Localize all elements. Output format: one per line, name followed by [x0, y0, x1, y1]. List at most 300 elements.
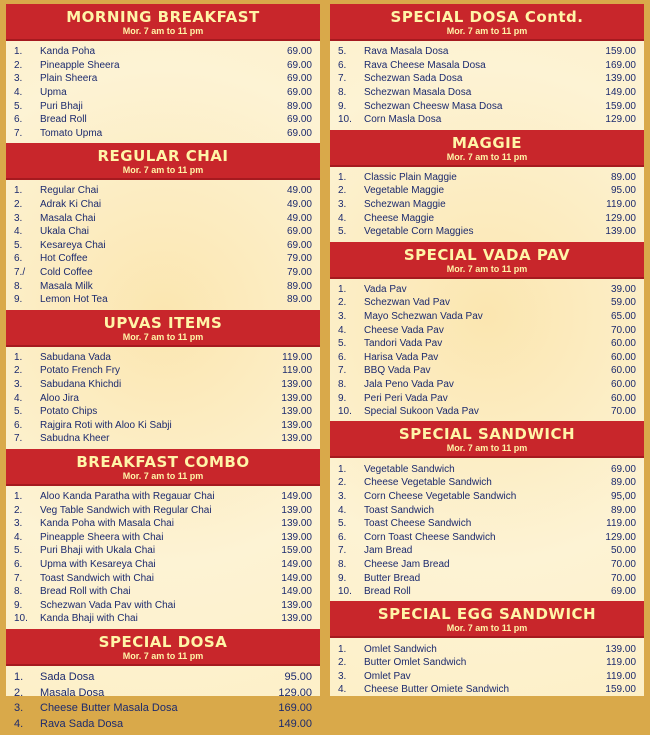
item-name: Tandori Vada Pav: [364, 338, 443, 350]
menu-item: [338, 517, 636, 531]
menu-item: [14, 503, 312, 517]
section-header: [330, 242, 644, 279]
item-name: BBQ Vada Pav: [364, 365, 431, 377]
item-name: Toast Sandwich: [364, 504, 435, 516]
item-price: 169.00: [278, 702, 312, 715]
section-title: MORNING BREAKFAST: [66, 8, 260, 26]
item-price: 149.00: [281, 490, 312, 502]
menu-item: [338, 184, 636, 198]
item-number: 1.: [14, 185, 23, 197]
menu-item: [14, 530, 312, 544]
section-hours: Mor. 7 am to 11 pm: [122, 165, 204, 176]
item-number: 3.: [338, 670, 347, 682]
item-price: 69.00: [610, 586, 636, 598]
item-price: 139.00: [281, 518, 312, 530]
item-number: 7.: [14, 572, 23, 584]
item-price: 119.00: [606, 199, 636, 211]
menu-item: [14, 45, 312, 59]
item-number: 6.: [14, 253, 23, 265]
item-name: Vegetable Sandwich: [364, 463, 455, 475]
item-number: 2.: [338, 477, 347, 489]
item-number: 3.: [14, 378, 23, 390]
section-title: REGULAR CHAI: [97, 147, 229, 166]
menu-section-special-sandwich: [330, 421, 644, 601]
item-name: Rava Sada Dosa: [40, 717, 124, 730]
item-number: 10.: [338, 586, 352, 598]
item-number: 8.: [14, 280, 23, 292]
item-price: 89.00: [286, 100, 312, 112]
item-price: 139.00: [281, 504, 312, 516]
menu-item: [338, 378, 636, 392]
item-number: 10.: [338, 406, 352, 418]
menu-item: [14, 391, 312, 405]
item-price: 60.00: [610, 351, 636, 363]
item-name: Regular Chai: [40, 185, 99, 197]
item-number: 6.: [14, 114, 23, 126]
section-title: SPECIAL DOSA: [98, 632, 228, 651]
item-name: Kanda Poha: [40, 46, 96, 58]
item-number: 9.: [338, 572, 347, 584]
item-name: Special Sukoon Vada Pav: [364, 406, 479, 418]
item-price: 129.00: [605, 531, 636, 543]
item-price: 149.00: [281, 586, 312, 598]
item-number: 5.: [338, 338, 347, 350]
item-number: 7.: [14, 433, 23, 445]
item-price: 129.00: [278, 686, 312, 699]
menu-item: [338, 530, 636, 544]
section-header: [6, 449, 320, 486]
item-price: 139.00: [605, 226, 636, 238]
item-name: Cheese Vada Pav: [364, 324, 444, 336]
item-number: 1.: [14, 351, 23, 363]
menu-item: [338, 99, 636, 113]
item-name: Masala Chai: [40, 212, 96, 224]
item-name: Schezwan Cheesw Masa Dosa: [364, 100, 503, 112]
section-hours: Mor. 7 am to 11 pm: [446, 26, 528, 36]
item-price: 79.00: [286, 267, 312, 279]
menu-item: [14, 517, 312, 531]
menu-item: [338, 503, 636, 517]
item-number: 5.: [14, 545, 23, 557]
item-number: 5.: [14, 239, 23, 251]
menu-item: [14, 239, 312, 253]
menu-item-list: [6, 41, 320, 143]
item-number: 1.: [14, 490, 23, 502]
menu-item: [338, 544, 636, 558]
menu-item: [14, 405, 312, 419]
menu-item: [338, 391, 636, 405]
menu-item: [338, 476, 636, 490]
item-price: 69.00: [286, 59, 312, 71]
item-name: Ukala Chai: [40, 226, 89, 238]
item-number: 4.: [338, 324, 347, 336]
item-name: Cheese Butter Omiete Sandwich: [364, 684, 510, 696]
item-name: Sabudana Vada: [40, 351, 111, 363]
menu-item: [14, 293, 312, 307]
item-name: Jala Peno Vada Pav: [364, 378, 454, 390]
item-name: Mayo Schezwan Vada Pav: [364, 311, 483, 323]
item-number: 9.: [14, 599, 23, 611]
item-number: 6.: [338, 59, 347, 71]
item-name: Hot Coffee: [40, 253, 88, 265]
item-name: Aloo Kanda Paratha with Regauar Chai: [40, 490, 215, 502]
item-number: 4.: [14, 87, 23, 99]
item-number: 3.: [14, 702, 24, 715]
item-price: 139.00: [281, 378, 312, 390]
menu-section-special-vada-pav: [330, 242, 644, 422]
left-column: [6, 4, 320, 730]
item-number: 6.: [14, 558, 23, 570]
item-name: Masala Milk: [40, 280, 93, 292]
item-price: 119.00: [282, 365, 312, 377]
item-price: 69.00: [286, 114, 312, 126]
item-name: Upma with Kesareya Chai: [40, 558, 156, 570]
item-price: 95.00: [610, 185, 636, 197]
item-price: 129.00: [605, 212, 636, 224]
menu-item: [338, 211, 636, 225]
menu-section-upvas-items: [6, 310, 320, 449]
item-price: 119.00: [606, 670, 636, 682]
section-hours: Mor. 7 am to 11 pm: [446, 263, 528, 274]
menu-item: [14, 418, 312, 432]
menu-item: [14, 113, 312, 127]
item-number: 3.: [338, 199, 347, 211]
item-price: 139.00: [281, 531, 312, 543]
item-name: Peri Peri Vada Pav: [364, 392, 448, 404]
item-name: Kesareya Chai: [40, 239, 106, 251]
item-price: 139.00: [281, 392, 312, 404]
menu-item: [14, 571, 312, 585]
menu-item: [338, 113, 636, 127]
item-number: 2.: [338, 297, 347, 309]
item-price: 159.00: [281, 545, 312, 557]
item-number: 5.: [338, 226, 347, 238]
item-name: Masala Dosa: [40, 686, 105, 699]
menu-item: [338, 683, 636, 697]
menu-item: [14, 351, 312, 365]
item-name: Vada Pav: [364, 283, 407, 295]
item-number: 9.: [338, 392, 347, 404]
item-name: Toast Sandwich with Chai: [40, 572, 154, 584]
item-name: Cheese Maggie: [364, 212, 435, 224]
item-name: Plain Sheera: [40, 73, 98, 85]
menu-item: [14, 266, 312, 280]
item-number: 1.: [338, 643, 347, 655]
item-number: 5.: [338, 518, 347, 530]
menu-item: [338, 198, 636, 212]
item-name: Adrak Ki Chai: [40, 199, 102, 211]
menu-item-list: [330, 41, 644, 130]
section-header: [330, 4, 644, 41]
item-name: Cheese Vegetable Sandwich: [364, 477, 492, 489]
item-name: Vegetable Maggie: [364, 185, 445, 197]
menu-item: [14, 558, 312, 572]
item-number: 6.: [338, 531, 347, 543]
menu-item: [338, 558, 636, 572]
menu-item-list: [330, 458, 644, 601]
section-header: [330, 421, 644, 458]
item-price: 159.00: [605, 100, 636, 112]
item-number: 7.: [338, 365, 347, 377]
menu-item: [338, 364, 636, 378]
menu-item: [14, 99, 312, 113]
item-name: Schezwan Maggie: [364, 199, 446, 211]
item-number: 8.: [338, 378, 347, 390]
item-number: 5.: [338, 46, 347, 58]
item-price: 149.00: [278, 717, 312, 730]
item-price: 95.00: [284, 671, 312, 684]
item-name: Tomato Upma: [40, 127, 103, 139]
right-column: [330, 4, 644, 696]
section-title: SPECIAL VADA PAV: [403, 245, 571, 264]
item-name: Puri Bhaji: [40, 100, 83, 112]
section-title: SPECIAL SANDWICH: [398, 425, 576, 444]
item-price: 139.00: [281, 613, 312, 625]
item-price: 149.00: [605, 87, 636, 99]
item-name: Classic Plain Maggie: [364, 171, 457, 183]
menu-item: [14, 432, 312, 446]
item-number: 8.: [338, 87, 347, 99]
item-price: 149.00: [281, 558, 312, 570]
item-name: Bread Roll: [40, 114, 87, 126]
item-name: Rava Cheese Masala Dosa: [364, 59, 486, 71]
item-price: 60.00: [610, 392, 636, 404]
item-number: 3.: [14, 212, 23, 224]
item-name: Kanda Bhaji with Chai: [40, 613, 138, 625]
item-price: 39.00: [610, 283, 636, 295]
item-price: 89.00: [610, 477, 636, 489]
item-name: Jam Bread: [364, 545, 413, 557]
item-number: 2.: [338, 657, 347, 669]
item-price: 69.00: [286, 226, 312, 238]
section-title: BREAKFAST COMBO: [76, 452, 250, 471]
menu-section-special-dosa-contd: [330, 4, 644, 130]
menu-section-breakfast-combo: [6, 449, 320, 629]
menu-section-special-egg-sandwich: [330, 601, 644, 699]
item-name: Bread Roll: [364, 586, 411, 598]
menu-item: [14, 598, 312, 612]
item-name: Omlet Pav: [364, 670, 411, 682]
item-number: 3.: [338, 311, 347, 323]
menu-item: [338, 72, 636, 86]
item-name: Rava Masala Dosa: [364, 46, 449, 58]
item-number: 2.: [14, 59, 23, 71]
item-name: Potato Chips: [40, 406, 98, 418]
menu-item-list: [6, 486, 320, 629]
section-hours: Mor. 7 am to 11 pm: [446, 443, 528, 454]
menu-item: [14, 544, 312, 558]
menu-section-special-dosa: [6, 629, 320, 735]
menu-item: [338, 585, 636, 599]
item-name: Cold Coffee: [40, 267, 93, 279]
item-name: Toast Cheese Sandwich: [364, 518, 472, 530]
item-number: 9.: [14, 294, 23, 306]
menu-item: [338, 337, 636, 351]
menu-item: [338, 462, 636, 476]
item-price: 69.00: [286, 127, 312, 139]
item-price: 69.00: [286, 73, 312, 85]
item-name: Omlet Sandwich: [364, 643, 437, 655]
menu-item: [338, 86, 636, 100]
item-price: 69.00: [286, 46, 312, 58]
item-price: 95,00: [610, 490, 636, 502]
menu-item: [14, 585, 312, 599]
menu-item: [338, 351, 636, 365]
item-price: 69.00: [286, 87, 312, 99]
item-name: Corn Masla Dosa: [364, 114, 442, 126]
section-hours: Mor. 7 am to 11 pm: [446, 623, 528, 634]
item-name: Cheese Jam Bread: [364, 558, 450, 570]
item-number: 2.: [14, 504, 23, 516]
item-name: Pineapple Sheera with Chai: [40, 531, 164, 543]
menu-item: [338, 310, 636, 324]
menu-item-list: [330, 638, 644, 699]
menu-item: [14, 612, 312, 626]
item-price: 59.00: [610, 297, 636, 309]
section-hours: Mor. 7 am to 11 pm: [122, 650, 204, 661]
menu-section-morning-breakfast: [6, 4, 320, 143]
item-price: 60.00: [610, 365, 636, 377]
item-name: Schezwan Vada Pav with Chai: [40, 599, 176, 611]
item-number: 9.: [338, 100, 347, 112]
item-number: 6.: [14, 419, 23, 431]
item-number: 3.: [14, 518, 23, 530]
item-name: Sabudna Kheer: [40, 433, 110, 445]
item-price: 70.00: [610, 324, 636, 336]
item-price: 60.00: [610, 338, 636, 350]
section-hours: Mor. 7 am to 11 pm: [122, 26, 204, 36]
menu-item: [338, 571, 636, 585]
item-price: 69.00: [610, 463, 636, 475]
item-price: 139.00: [281, 406, 312, 418]
menu-section-regular-chai: [6, 143, 320, 309]
item-price: 49.00: [286, 212, 312, 224]
item-price: 65.00: [610, 311, 636, 323]
section-header: [6, 310, 320, 347]
item-name: Puri Bhaji with Ukala Chai: [40, 545, 156, 557]
menu-item: [338, 656, 636, 670]
item-name: Butter Bread: [364, 572, 421, 584]
item-price: 119.00: [282, 351, 312, 363]
menu-item: [14, 701, 312, 717]
menu-item-list: [6, 666, 320, 735]
item-number: 4.: [14, 531, 23, 543]
item-price: 70.00: [610, 572, 636, 584]
item-number: 5.: [14, 406, 23, 418]
item-price: 139.00: [281, 419, 312, 431]
item-number: 4.: [338, 684, 347, 696]
item-number: 1.: [338, 463, 347, 475]
item-name: Cheese Butter Masala Dosa: [40, 702, 178, 715]
menu-item: [14, 184, 312, 198]
section-title: UPVAS ITEMS: [103, 313, 223, 332]
item-price: 149.00: [281, 572, 312, 584]
item-number: 1.: [338, 283, 347, 295]
section-hours: Mor. 7 am to 11 pm: [122, 331, 204, 342]
item-number: 7./: [14, 267, 26, 279]
menu-item: [338, 490, 636, 504]
item-name: Sabudana Khichdi: [40, 378, 122, 390]
item-number: 7.: [338, 545, 347, 557]
menu-item-list: [6, 180, 320, 309]
item-number: 1.: [14, 46, 23, 58]
menu-item: [14, 225, 312, 239]
menu-item: [338, 171, 636, 185]
item-number: 2.: [14, 686, 24, 699]
menu-item: [14, 252, 312, 266]
section-title: SPECIAL EGG SANDWICH: [377, 605, 597, 624]
item-number: 8.: [14, 586, 23, 598]
item-number: 6.: [338, 351, 347, 363]
section-hours: Mor. 7 am to 11 pm: [446, 151, 528, 162]
item-name: Aloo Jira: [40, 392, 79, 404]
item-name: Kanda Poha with Masala Chai: [40, 518, 174, 530]
item-price: 89.00: [286, 294, 312, 306]
menu-item-list: [6, 347, 320, 449]
item-number: 2.: [14, 365, 23, 377]
menu-item: [14, 670, 312, 686]
item-name: Rajgira Roti with Aloo Ki Sabji: [40, 419, 172, 431]
item-price: 139.00: [281, 599, 312, 611]
item-name: Schezwan Masala Dosa: [364, 87, 472, 99]
section-header: [330, 601, 644, 638]
menu-section-maggie: [330, 130, 644, 242]
section-title: MAGGIE: [452, 133, 522, 152]
item-price: 159.00: [605, 684, 636, 696]
item-price: 50.00: [610, 545, 636, 557]
item-price: 49.00: [286, 185, 312, 197]
item-number: 4.: [338, 212, 347, 224]
item-price: 70.00: [610, 558, 636, 570]
item-price: 89.00: [610, 171, 636, 183]
item-name: Veg Table Sandwich with Regular Chai: [40, 504, 212, 516]
item-name: Corn Cheese Vegetable Sandwich: [364, 490, 517, 502]
item-price: 60.00: [610, 378, 636, 390]
menu-item: [338, 283, 636, 297]
menu-item: [14, 127, 312, 141]
menu-item: [14, 685, 312, 701]
menu-item: [14, 378, 312, 392]
item-name: Corn Toast Cheese Sandwich: [364, 531, 496, 543]
menu-item: [338, 323, 636, 337]
section-header: [330, 130, 644, 167]
menu-item: [14, 59, 312, 73]
item-number: 10.: [14, 613, 28, 625]
menu-item: [14, 716, 312, 732]
item-price: 129.00: [605, 114, 636, 126]
item-number: 8.: [338, 558, 347, 570]
item-price: 139.00: [605, 73, 636, 85]
item-price: 79.00: [286, 253, 312, 265]
item-name: Potato French Fry: [40, 365, 121, 377]
item-number: 4.: [14, 226, 23, 238]
section-hours: Mor. 7 am to 11 pm: [122, 470, 204, 481]
menu-item-list: [330, 279, 644, 422]
menu-item-list: [330, 167, 644, 242]
item-name: Sada Dosa: [40, 671, 95, 684]
item-name: Pineapple Sheera: [40, 59, 120, 71]
item-number: 5.: [14, 100, 23, 112]
item-name: Bread Roll with Chai: [40, 586, 131, 598]
item-price: 119.00: [606, 518, 636, 530]
item-price: 69.00: [286, 239, 312, 251]
section-header: [6, 143, 320, 180]
item-number: 7.: [338, 73, 347, 85]
item-name: Lemon Hot Tea: [40, 294, 108, 306]
item-price: 169.00: [605, 59, 636, 71]
item-name: Vegetable Corn Maggies: [364, 226, 474, 238]
menu-item: [14, 198, 312, 212]
